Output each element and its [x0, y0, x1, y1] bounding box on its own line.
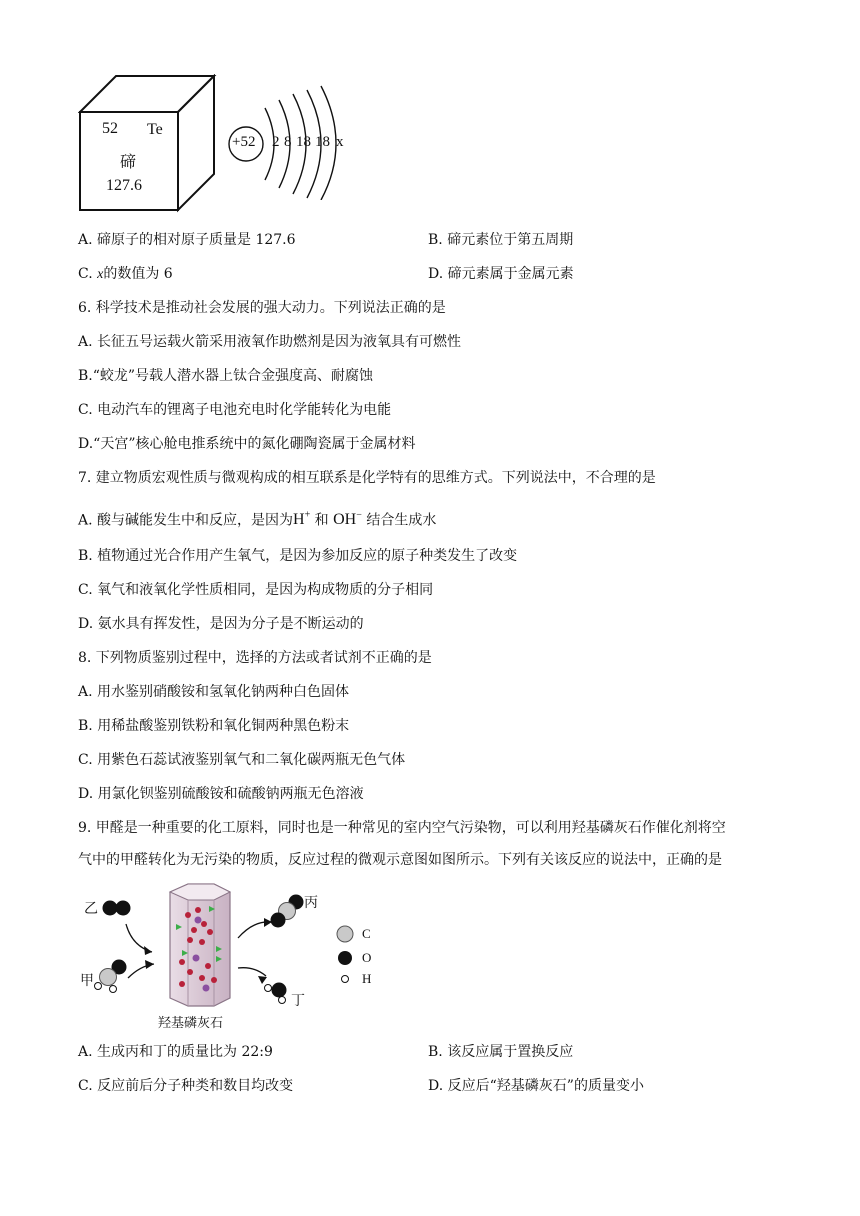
q6-option-b: B.“蛟龙”号载人潜水器上钛合金强度高、耐腐蚀 — [78, 368, 374, 384]
label-ding: 丁 — [291, 993, 305, 1009]
legend-carbon-swatch — [337, 926, 353, 942]
shell-1-electrons: 2 — [272, 134, 280, 150]
q7-stem: 7. 建立物质宏观性质与微观构成的相互联系是化学特有的思维方式。下列说法中，不合理的是 — [78, 470, 656, 486]
ding-oxygen-atom — [272, 983, 287, 998]
arrow-yi-in — [126, 924, 152, 952]
q9-stem-line-2: 气中的甲醛转化为无污染的物质，反应过程的微观示意图如图所示。下列有关该反应的说法中，正确的是 — [78, 852, 722, 868]
q5-option-d: D. 碲元素属于金属元素 — [428, 266, 574, 282]
label-bing: 丙 — [304, 895, 318, 911]
q6-option-c: C. 电动汽车的锂离子电池充电时化学能转化为电能 — [78, 402, 392, 418]
legend-hydrogen-label: H — [362, 971, 372, 986]
legend-carbon-label: C — [362, 926, 371, 941]
legend-hydrogen-swatch — [342, 976, 349, 983]
q8-option-b: B. 用稀盐酸鉴别铁粉和氧化铜两种黑色粉末 — [78, 718, 350, 734]
q6-stem: 6. 科学技术是推动社会发展的强大动力。下列说法正确的是 — [78, 300, 446, 316]
element-symbol: Te — [147, 121, 163, 138]
q8-option-c: C. 用紫色石蕊试液鉴别氧气和二氧化碳两瓶无色气体 — [78, 752, 406, 768]
element-name: 碲 — [120, 152, 137, 171]
element-mass: 127.6 — [106, 177, 142, 194]
shell-5-electrons: x — [336, 134, 344, 150]
bing-oxygen-atom-2 — [271, 913, 286, 928]
label-jia: 甲 — [80, 973, 94, 989]
q5-option-c-suffix: 的数值为 6 — [103, 266, 173, 282]
q6-option-d: D.“天宫”核心舱电推系统中的氮化硼陶瓷属于金属材料 — [78, 436, 416, 452]
q7-option-d: D. 氨水具有挥发性，是因为分子是不断运动的 — [78, 616, 364, 632]
q7-option-b: B. 植物通过光合作用产生氧气，是因为参加反应的原子种类发生了改变 — [78, 548, 518, 564]
hydroxide-ion: OH− — [333, 510, 362, 529]
reaction-micro-diagram — [78, 880, 408, 1035]
nucleus-charge: +52 — [232, 134, 256, 150]
q7-option-a-mid: 和 — [314, 512, 329, 529]
q6-option-a: A. 长征五号运载火箭采用液氧作助燃剂是因为液氧具有可燃性 — [78, 334, 462, 350]
tellurium-element-card — [78, 74, 218, 214]
yi-oxygen-atom-1 — [103, 901, 118, 916]
shell-4-electrons: 18 — [315, 134, 330, 150]
hydrogen-ion: H+ — [293, 510, 311, 529]
q8-option-a: A. 用水鉴别硝酸铵和氢氧化钠两种白色固体 — [78, 684, 350, 700]
q7-option-a-prefix: A. 酸与碱能发生中和反应，是因为 — [78, 512, 294, 529]
q8-stem: 8. 下列物质鉴别过程中，选择的方法或者试剂不正确的是 — [78, 650, 432, 666]
q7-option-a — [78, 506, 436, 530]
jia-carbon-atom — [100, 969, 117, 986]
q5-option-c — [78, 264, 173, 285]
jia-hydrogen-atom-1 — [95, 983, 102, 990]
q9-option-a: A. 生成丙和丁的质量比为 22:9 — [78, 1044, 273, 1060]
q5-option-c-variable: x — [97, 267, 104, 282]
ding-hydrogen-atom-1 — [265, 985, 272, 992]
q7-option-a-suffix: 结合生成水 — [366, 512, 437, 529]
shell-3-electrons: 18 — [296, 134, 311, 150]
q9-option-d: D. 反应后“羟基磷灰石”的质量变小 — [428, 1078, 644, 1094]
shell-2-electrons: 8 — [284, 134, 292, 150]
q5-option-a: A. 碲原子的相对原子质量是 127.6 — [78, 232, 296, 248]
atomic-number: 52 — [102, 120, 118, 137]
q5-option-b: B. 碲元素位于第五周期 — [428, 232, 574, 248]
q8-option-d: D. 用氯化钡鉴别硫酸铵和硫酸钠两瓶无色溶液 — [78, 786, 364, 802]
q9-option-c: C. 反应前后分子种类和数目均改变 — [78, 1078, 294, 1094]
legend-oxygen-swatch — [338, 951, 352, 965]
q9-stem-line-1: 9. 甲醛是一种重要的化工原料，同时也是一种常见的室内空气污染物，可以利用羟基磷灰石作催化剂将空 — [78, 820, 726, 836]
arrow-ding-out — [238, 968, 266, 976]
yi-oxygen-atom-2 — [116, 901, 131, 916]
q7-option-c: C. 氧气和液氧化学性质相同，是因为构成物质的分子相同 — [78, 582, 434, 598]
jia-hydrogen-atom-2 — [110, 986, 117, 993]
q9-option-b: B. 该反应属于置换反应 — [428, 1044, 574, 1060]
label-catalyst: 羟基磷灰石 — [158, 1016, 224, 1031]
label-yi: 乙 — [84, 901, 98, 917]
ding-hydrogen-atom-2 — [279, 997, 286, 1004]
legend-oxygen-label: O — [362, 950, 372, 965]
q5-option-c-prefix: C. — [78, 266, 93, 282]
